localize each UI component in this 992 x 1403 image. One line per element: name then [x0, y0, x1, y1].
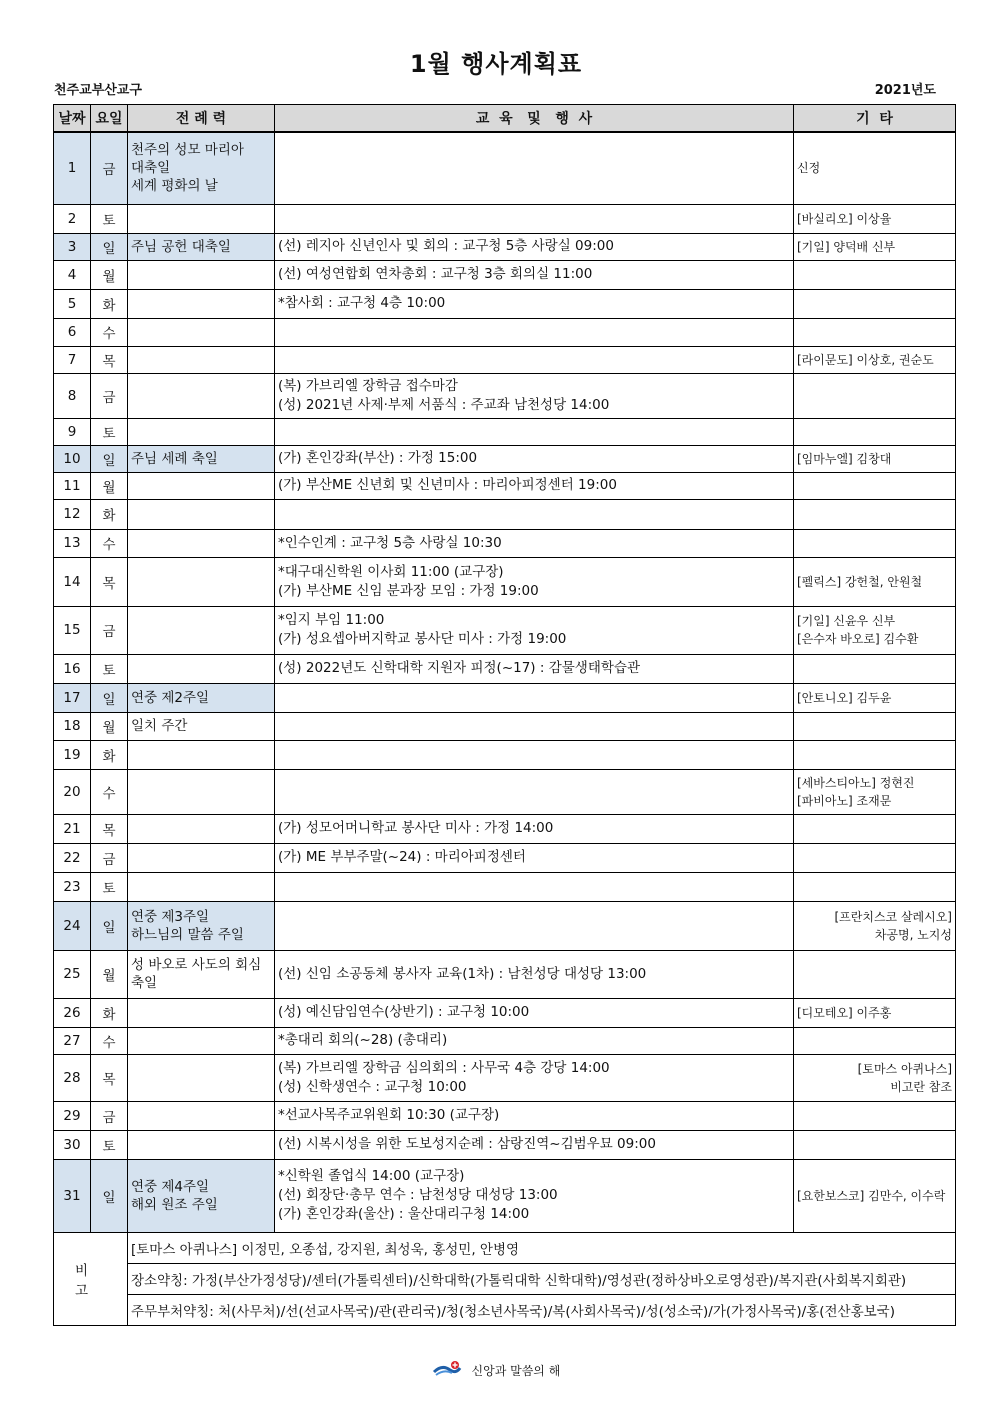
- liturgy-cell: 천주의 성모 마리아 대축일 세계 평화의 날: [128, 132, 275, 204]
- date-cell: 13: [54, 529, 91, 557]
- events-cell: (가) 성모어머니학교 봉사단 미사 : 가정 14:00: [275, 814, 794, 843]
- schedule-row: [54, 1054, 956, 1101]
- etc-cell: [토마스 아퀴나스] 비고란 참조: [794, 1054, 956, 1101]
- etc-cell: [프란치스코 살레시오] 차공명, 노지성: [794, 901, 956, 950]
- etc-cell: [794, 843, 956, 872]
- events-cell: (선) 신임 소공동체 봉사자 교육(1차) : 남천성당 대성당 13:00: [275, 950, 794, 998]
- etc-cell: [794, 814, 956, 843]
- liturgy-cell: [128, 814, 275, 843]
- events-cell: [275, 769, 794, 814]
- liturgy-cell: [128, 204, 275, 233]
- etc-cell: [794, 654, 956, 683]
- etc-cell: [794, 418, 956, 445]
- events-cell: [275, 901, 794, 950]
- date-cell: 4: [54, 260, 91, 289]
- schedule-row: [54, 712, 956, 740]
- liturgy-cell: 연중 제4주일 해외 원조 주일: [128, 1159, 275, 1232]
- schedule-row: [54, 740, 956, 769]
- date-cell: 24: [54, 901, 91, 950]
- day-cell: 일: [91, 233, 128, 260]
- etc-cell: [디모테오] 이주홍: [794, 998, 956, 1027]
- day-cell: 토: [91, 1130, 128, 1159]
- schedule-row: [54, 529, 956, 557]
- schedule-row: [54, 843, 956, 872]
- events-cell: (선) 여성연합회 연차총회 : 교구청 3층 회의실 11:00: [275, 260, 794, 289]
- etc-cell: [요한보스코] 김만수, 이수락: [794, 1159, 956, 1232]
- etc-cell: [794, 318, 956, 346]
- header-day: 요일: [91, 105, 128, 133]
- etc-cell: [794, 1101, 956, 1130]
- date-cell: 2: [54, 204, 91, 233]
- liturgy-cell: [128, 289, 275, 318]
- schedule-row: [54, 606, 956, 654]
- day-cell: 목: [91, 1054, 128, 1101]
- liturgy-cell: [128, 606, 275, 654]
- date-cell: 23: [54, 872, 91, 901]
- events-cell: [275, 418, 794, 445]
- etc-cell: [794, 260, 956, 289]
- etc-cell: [794, 950, 956, 998]
- events-cell: (성) 예신담임연수(상반기) : 교구청 10:00: [275, 998, 794, 1027]
- etc-cell: [794, 740, 956, 769]
- liturgy-cell: [128, 1130, 275, 1159]
- liturgy-cell: [128, 1101, 275, 1130]
- date-cell: 15: [54, 606, 91, 654]
- day-cell: 월: [91, 712, 128, 740]
- date-cell: 8: [54, 373, 91, 418]
- events-cell: (복) 가브리엘 장학금 심의회의 : 사무국 4층 강당 14:00 (성) 신학생연수 : 교구청 10:00: [275, 1054, 794, 1101]
- events-cell: *임지 부임 11:00 (가) 성요셉아버지학교 봉사단 미사 : 가정 19:00: [275, 606, 794, 654]
- date-cell: 27: [54, 1027, 91, 1054]
- day-cell: 토: [91, 204, 128, 233]
- liturgy-cell: [128, 499, 275, 529]
- etc-cell: [794, 872, 956, 901]
- liturgy-cell: [128, 318, 275, 346]
- date-cell: 22: [54, 843, 91, 872]
- schedule-row: [54, 683, 956, 712]
- date-cell: 26: [54, 998, 91, 1027]
- date-cell: 17: [54, 683, 91, 712]
- schedule-row: [54, 260, 956, 289]
- etc-cell: [794, 1027, 956, 1054]
- organization-name: 천주교부산교구: [54, 83, 142, 98]
- etc-cell: [임마누엘] 김창대: [794, 445, 956, 472]
- liturgy-cell: [128, 346, 275, 373]
- liturgy-cell: [128, 472, 275, 499]
- events-cell: (가) 혼인강좌(부산) : 가정 15:00: [275, 445, 794, 472]
- liturgy-cell: [128, 769, 275, 814]
- events-cell: (선) 레지아 신년인사 및 회의 : 교구청 5층 사랑실 09:00: [275, 233, 794, 260]
- header-date: 날짜: [54, 105, 91, 133]
- notes-row: [54, 1263, 956, 1294]
- etc-cell: [794, 712, 956, 740]
- schedule-row: [54, 814, 956, 843]
- schedule-row: [54, 289, 956, 318]
- events-cell: (가) ME 부부주말(~24) : 마리아피정센터: [275, 843, 794, 872]
- etc-cell: [라이문도] 이상호, 권순도: [794, 346, 956, 373]
- events-cell: [275, 872, 794, 901]
- liturgy-cell: 주님 세례 축일: [128, 445, 275, 472]
- events-cell: (선) 시복시성을 위한 도보성지순례 : 삼랑진역~김범우묘 09:00: [275, 1130, 794, 1159]
- events-cell: *참사회 : 교구청 4층 10:00: [275, 289, 794, 318]
- date-cell: 3: [54, 233, 91, 260]
- schedule-row: [54, 346, 956, 373]
- liturgy-cell: [128, 557, 275, 606]
- liturgy-cell: [128, 418, 275, 445]
- events-cell: [275, 132, 794, 204]
- schedule-row: [54, 769, 956, 814]
- date-cell: 28: [54, 1054, 91, 1101]
- day-cell: 금: [91, 843, 128, 872]
- events-cell: [275, 499, 794, 529]
- date-cell: 30: [54, 1130, 91, 1159]
- day-cell: 수: [91, 1027, 128, 1054]
- date-cell: 19: [54, 740, 91, 769]
- header-row: [54, 105, 956, 133]
- liturgy-cell: [128, 1027, 275, 1054]
- date-cell: 21: [54, 814, 91, 843]
- notes-label: 비 고: [54, 1232, 128, 1325]
- notes-row: [54, 1294, 956, 1325]
- etc-cell: [794, 499, 956, 529]
- events-cell: [275, 683, 794, 712]
- schedule-row: [54, 654, 956, 683]
- liturgy-cell: 주님 공헌 대축일: [128, 233, 275, 260]
- day-cell: 화: [91, 998, 128, 1027]
- date-cell: 20: [54, 769, 91, 814]
- day-cell: 금: [91, 606, 128, 654]
- schedule-table: [53, 104, 956, 1326]
- schedule-row: [54, 1027, 956, 1054]
- events-cell: *대구대신학원 이사회 11:00 (교구장) (가) 부산ME 신임 분과장 모임 : 가정 19:00: [275, 557, 794, 606]
- etc-cell: [기일] 양덕배 신부: [794, 233, 956, 260]
- day-cell: 목: [91, 814, 128, 843]
- schedule-row: [54, 557, 956, 606]
- page-title: 1월 행사계획표: [409, 50, 583, 78]
- day-cell: 월: [91, 260, 128, 289]
- etc-cell: [794, 373, 956, 418]
- day-cell: 토: [91, 872, 128, 901]
- schedule-row: [54, 418, 956, 445]
- date-cell: 10: [54, 445, 91, 472]
- schedule-row: [54, 1159, 956, 1232]
- liturgy-cell: [128, 843, 275, 872]
- year-label: 2021년도: [874, 83, 936, 98]
- etc-cell: [펠릭스] 강헌철, 안원철: [794, 557, 956, 606]
- events-cell: (가) 부산ME 신년회 및 신년미사 : 마리아피정센터 19:00: [275, 472, 794, 499]
- header-liturgy: 전 례 력: [128, 105, 275, 133]
- day-cell: 월: [91, 472, 128, 499]
- liturgy-cell: [128, 998, 275, 1027]
- date-cell: 11: [54, 472, 91, 499]
- etc-cell: [기일] 신윤우 신부 [은수자 바오로] 김수환: [794, 606, 956, 654]
- schedule-row: [54, 872, 956, 901]
- day-cell: 수: [91, 529, 128, 557]
- liturgy-cell: [128, 529, 275, 557]
- liturgy-cell: 연중 제3주일 하느님의 말씀 주일: [128, 901, 275, 950]
- events-cell: [275, 712, 794, 740]
- schedule-row: [54, 1101, 956, 1130]
- etc-cell: [794, 472, 956, 499]
- day-cell: 월: [91, 950, 128, 998]
- day-cell: 화: [91, 740, 128, 769]
- date-cell: 31: [54, 1159, 91, 1232]
- schedule-row: [54, 233, 956, 260]
- day-cell: 목: [91, 557, 128, 606]
- schedule-row: [54, 499, 956, 529]
- day-cell: 토: [91, 654, 128, 683]
- liturgy-cell: [128, 1054, 275, 1101]
- date-cell: 5: [54, 289, 91, 318]
- liturgy-cell: [128, 373, 275, 418]
- note-line: 장소약칭: 가정(부산가정성당)/센터(가톨릭센터)/신학대학(가톨릭대학 신학대학)/영성관(정하상바오로영성관)/복지관(사회복지회관): [128, 1263, 956, 1294]
- diocese-logo-icon: [432, 1360, 462, 1381]
- etc-cell: [794, 1130, 956, 1159]
- events-cell: (복) 가브리엘 장학금 접수마감 (성) 2021년 사제·부제 서품식 : 주교좌 남천성당 14:00: [275, 373, 794, 418]
- schedule-row: [54, 132, 956, 204]
- liturgy-cell: [128, 872, 275, 901]
- etc-cell: [바실리오] 이상율: [794, 204, 956, 233]
- date-cell: 6: [54, 318, 91, 346]
- day-cell: 화: [91, 499, 128, 529]
- schedule-row: [54, 1130, 956, 1159]
- liturgy-cell: [128, 654, 275, 683]
- etc-cell: [794, 529, 956, 557]
- header-etc: 기 타: [794, 105, 956, 133]
- day-cell: 목: [91, 346, 128, 373]
- date-cell: 7: [54, 346, 91, 373]
- note-line: 주무부처약칭: 처(사무처)/선(선교사목국)/관(관리국)/청(청소년사목국)/복(사회사목국)/성(성소국)/가(가정사목국)/홍(전산홍보국): [128, 1294, 956, 1325]
- footer: [0, 1360, 992, 1381]
- day-cell: 수: [91, 318, 128, 346]
- schedule-row: [54, 950, 956, 998]
- schedule-row: [54, 901, 956, 950]
- events-cell: *선교사목주교위원회 10:30 (교구장): [275, 1101, 794, 1130]
- liturgy-cell: [128, 260, 275, 289]
- day-cell: 일: [91, 1159, 128, 1232]
- day-cell: 일: [91, 445, 128, 472]
- events-cell: *신학원 졸업식 14:00 (교구장) (선) 회장단·총무 연수 : 남천성당 대성당 13:00 (가) 혼인강좌(울산) : 울산대리구청 14:00: [275, 1159, 794, 1232]
- day-cell: 금: [91, 132, 128, 204]
- events-cell: [275, 740, 794, 769]
- date-cell: 25: [54, 950, 91, 998]
- etc-cell: [794, 289, 956, 318]
- day-cell: 일: [91, 683, 128, 712]
- events-cell: [275, 204, 794, 233]
- notes-row: [54, 1232, 956, 1263]
- etc-cell: [안토니오] 김두윤: [794, 683, 956, 712]
- day-cell: 금: [91, 1101, 128, 1130]
- events-cell: [275, 346, 794, 373]
- etc-cell: [세바스티아노] 정현진 [파비아노] 조재문: [794, 769, 956, 814]
- etc-cell: 신정: [794, 132, 956, 204]
- schedule-row: [54, 373, 956, 418]
- schedule-row: [54, 204, 956, 233]
- note-line: [토마스 아퀴나스] 이정민, 오종섭, 강지원, 최성욱, 홍성민, 안병영: [128, 1232, 956, 1263]
- day-cell: 수: [91, 769, 128, 814]
- footer-slogan: 신앙과 말씀의 해: [471, 1364, 561, 1378]
- liturgy-cell: 성 바오로 사도의 회심 축일: [128, 950, 275, 998]
- liturgy-cell: [128, 740, 275, 769]
- header-events: 교 육 및 행 사: [275, 105, 794, 133]
- date-cell: 9: [54, 418, 91, 445]
- date-cell: 16: [54, 654, 91, 683]
- schedule-row: [54, 998, 956, 1027]
- date-cell: 14: [54, 557, 91, 606]
- events-cell: *인수인계 : 교구청 5층 사랑실 10:30: [275, 529, 794, 557]
- liturgy-cell: 연중 제2주일: [128, 683, 275, 712]
- events-cell: [275, 318, 794, 346]
- day-cell: 일: [91, 901, 128, 950]
- events-cell: *총대리 회의(~28) (총대리): [275, 1027, 794, 1054]
- date-cell: 18: [54, 712, 91, 740]
- events-cell: (성) 2022년도 신학대학 지원자 피정(~17) : 감물생태학습관: [275, 654, 794, 683]
- day-cell: 토: [91, 418, 128, 445]
- schedule-row: [54, 318, 956, 346]
- liturgy-cell: 일치 주간: [128, 712, 275, 740]
- date-cell: 1: [54, 132, 91, 204]
- schedule-row: [54, 445, 956, 472]
- date-cell: 29: [54, 1101, 91, 1130]
- day-cell: 금: [91, 373, 128, 418]
- schedule-row: [54, 472, 956, 499]
- date-cell: 12: [54, 499, 91, 529]
- day-cell: 화: [91, 289, 128, 318]
